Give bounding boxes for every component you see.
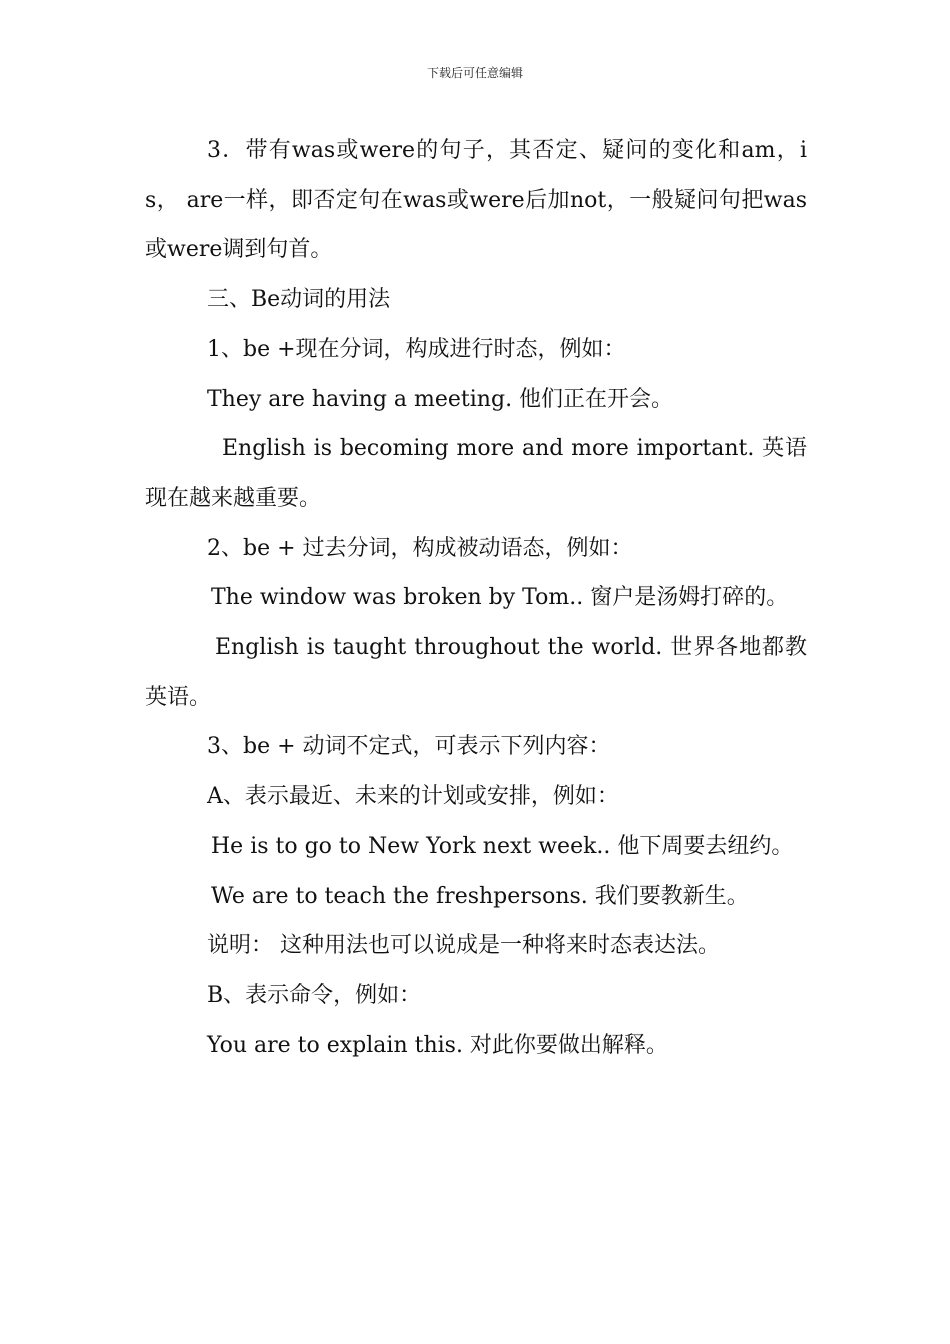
example-english-important: English is becoming more and more important. 英语现在越来越重要。 — [145, 436, 807, 511]
rule-b-command: B、表示命令，例如： — [207, 982, 422, 1008]
example-english-taught: English is taught throughout the world. 世界各地都教英语。 — [145, 635, 807, 710]
rule-be-past-participle: 2、be + 过去分词，构成被动语态，例如： — [207, 535, 633, 561]
example-teach-freshpersons: We are to teach the freshpersons. 我们要教新生。 — [211, 883, 749, 909]
paragraph-was-were-rule: 3．带有was或were的句子，其否定、疑问的变化和am，is， are一样，即否定句在was或were后加not，一般疑问句把was或were调到句首。 — [145, 138, 807, 263]
rule-be-present-participle: 1、be +现在分词，构成进行时态，例如： — [207, 336, 626, 362]
note-future-tense: 说明： 这种用法也可以说成是一种将来时态表达法。 — [207, 933, 720, 959]
example-window-broken: The window was broken by Tom.. 窗户是汤姆打碎的。 — [211, 585, 789, 611]
document-body — [145, 126, 807, 1070]
rule-be-infinitive: 3、be + 动词不定式，可表示下列内容： — [207, 734, 611, 760]
page-header: 下载后可任意编辑 — [426, 66, 523, 80]
example-new-york: He is to go to New York next week.. 他下周要去纽约。 — [211, 833, 794, 859]
example-explain-this: You are to explain this. 对此你要做出解释。 — [207, 1032, 668, 1058]
example-having-meeting: They are having a meeting. 他们正在开会。 — [207, 386, 674, 412]
section-heading-be-usage: 三、Be动词的用法 — [207, 287, 391, 313]
rule-a-plans: A、表示最近、未来的计划或安排，例如： — [207, 784, 619, 810]
